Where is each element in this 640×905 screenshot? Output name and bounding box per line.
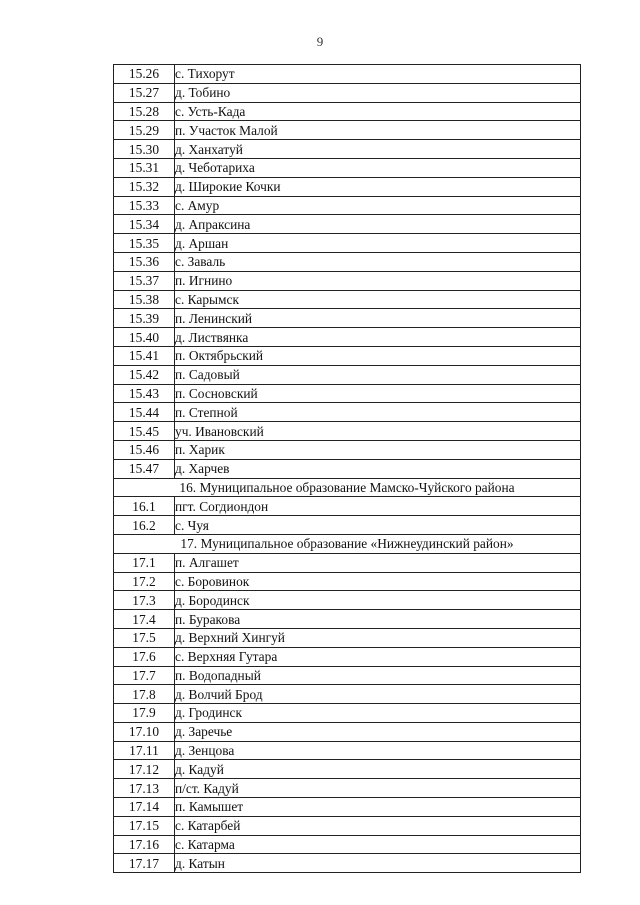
row-number: 15.28 — [114, 102, 175, 121]
row-number: 15.40 — [114, 328, 175, 347]
table-row — [114, 196, 581, 215]
row-number: 17.5 — [114, 628, 175, 647]
row-number: 17.11 — [114, 741, 175, 760]
table-row — [114, 572, 581, 591]
row-number: 15.46 — [114, 440, 175, 459]
row-number: 17.6 — [114, 647, 175, 666]
settlement-name: пгт. Согдиондон — [175, 497, 581, 516]
settlement-name: с. Усть-Када — [175, 102, 581, 121]
settlement-name: п. Участок Малой — [175, 121, 581, 140]
settlement-name: д. Кадуй — [175, 760, 581, 779]
row-number: 16.1 — [114, 497, 175, 516]
section-title: 16. Муниципальное образование Мамско-Чуйского района — [114, 478, 581, 497]
settlement-name: д. Верхний Хингуй — [175, 628, 581, 647]
table-row — [114, 760, 581, 779]
section-header-row — [114, 534, 581, 553]
settlement-name: д. Бородинск — [175, 591, 581, 610]
settlement-name: д. Зенцова — [175, 741, 581, 760]
row-number: 15.41 — [114, 346, 175, 365]
settlement-name: п/ст. Кадуй — [175, 779, 581, 798]
row-number: 17.14 — [114, 798, 175, 817]
table-row — [114, 591, 581, 610]
settlement-name: д. Ханхатуй — [175, 140, 581, 159]
table-row — [114, 384, 581, 403]
settlement-name: д. Аршан — [175, 234, 581, 253]
settlement-name: с. Катарма — [175, 835, 581, 854]
settlement-name: п. Сосновский — [175, 384, 581, 403]
table-row — [114, 722, 581, 741]
settlement-name: д. Гродинск — [175, 704, 581, 723]
settlement-name: п. Игнино — [175, 271, 581, 290]
settlement-name: д. Заречье — [175, 722, 581, 741]
table-row — [114, 346, 581, 365]
settlement-name: с. Катарбей — [175, 816, 581, 835]
table-row — [114, 779, 581, 798]
settlement-name: с. Боровинок — [175, 572, 581, 591]
table-row — [114, 290, 581, 309]
table-row — [114, 816, 581, 835]
row-number: 17.3 — [114, 591, 175, 610]
table-row — [114, 422, 581, 441]
table-row — [114, 516, 581, 535]
settlement-name: д. Волчий Брод — [175, 685, 581, 704]
row-number: 17.4 — [114, 610, 175, 629]
table-row — [114, 328, 581, 347]
settlement-name: с. Верхняя Гутара — [175, 647, 581, 666]
row-number: 15.35 — [114, 234, 175, 253]
settlement-name: п. Садовый — [175, 365, 581, 384]
row-number: 15.47 — [114, 459, 175, 478]
table-row — [114, 666, 581, 685]
settlement-name: д. Катын — [175, 854, 581, 873]
row-number: 15.29 — [114, 121, 175, 140]
row-number: 15.31 — [114, 158, 175, 177]
row-number: 15.33 — [114, 196, 175, 215]
row-number: 15.27 — [114, 83, 175, 102]
row-number: 15.38 — [114, 290, 175, 309]
settlement-name: с. Заваль — [175, 252, 581, 271]
settlement-name: п. Степной — [175, 403, 581, 422]
settlement-name: п. Водопадный — [175, 666, 581, 685]
table-row — [114, 252, 581, 271]
table-row — [114, 798, 581, 817]
table-row — [114, 459, 581, 478]
row-number: 15.34 — [114, 215, 175, 234]
settlement-name: д. Листвянка — [175, 328, 581, 347]
settlement-name: п. Ленинский — [175, 309, 581, 328]
row-number: 17.10 — [114, 722, 175, 741]
table-row — [114, 553, 581, 572]
table-row — [114, 835, 581, 854]
row-number: 15.42 — [114, 365, 175, 384]
settlement-name: д. Чеботариха — [175, 158, 581, 177]
table-row — [114, 121, 581, 140]
table-row — [114, 854, 581, 873]
row-number: 17.12 — [114, 760, 175, 779]
table-body — [114, 65, 581, 873]
settlement-name: п. Алгашет — [175, 553, 581, 572]
settlement-name: д. Апраксина — [175, 215, 581, 234]
row-number: 17.2 — [114, 572, 175, 591]
settlement-name: с. Карымск — [175, 290, 581, 309]
table-row — [114, 271, 581, 290]
row-number: 15.37 — [114, 271, 175, 290]
row-number: 17.1 — [114, 553, 175, 572]
section-header-row — [114, 478, 581, 497]
settlements-table — [113, 64, 581, 873]
row-number: 17.7 — [114, 666, 175, 685]
table-row — [114, 177, 581, 196]
table-row — [114, 610, 581, 629]
table-row — [114, 403, 581, 422]
settlement-name: с. Амур — [175, 196, 581, 215]
table-row — [114, 158, 581, 177]
settlement-name: п. Буракова — [175, 610, 581, 629]
settlement-name: п. Харик — [175, 440, 581, 459]
table-row — [114, 365, 581, 384]
row-number: 15.32 — [114, 177, 175, 196]
table-row — [114, 309, 581, 328]
table-row — [114, 65, 581, 84]
table-row — [114, 440, 581, 459]
page-number: 9 — [316, 34, 324, 49]
table-row — [114, 628, 581, 647]
settlement-name: уч. Ивановский — [175, 422, 581, 441]
row-number: 16.2 — [114, 516, 175, 535]
table-row — [114, 704, 581, 723]
table-row — [114, 647, 581, 666]
settlement-name: с. Чуя — [175, 516, 581, 535]
row-number: 15.39 — [114, 309, 175, 328]
table-row — [114, 83, 581, 102]
table-row — [114, 140, 581, 159]
settlement-name: д. Харчев — [175, 459, 581, 478]
row-number: 17.13 — [114, 779, 175, 798]
row-number: 17.8 — [114, 685, 175, 704]
table-row — [114, 685, 581, 704]
row-number: 17.9 — [114, 704, 175, 723]
settlement-name: п. Камышет — [175, 798, 581, 817]
table-row — [114, 234, 581, 253]
settlement-name: д. Тобино — [175, 83, 581, 102]
settlement-name: д. Широкие Кочки — [175, 177, 581, 196]
row-number: 15.36 — [114, 252, 175, 271]
row-number: 15.26 — [114, 65, 175, 84]
section-title: 17. Муниципальное образование «Нижнеудинский район» — [114, 534, 581, 553]
row-number: 17.15 — [114, 816, 175, 835]
table-row — [114, 741, 581, 760]
row-number: 15.45 — [114, 422, 175, 441]
row-number: 17.17 — [114, 854, 175, 873]
table-row — [114, 102, 581, 121]
row-number: 17.16 — [114, 835, 175, 854]
row-number: 15.44 — [114, 403, 175, 422]
table-row — [114, 215, 581, 234]
settlement-name: п. Октябрьский — [175, 346, 581, 365]
row-number: 15.30 — [114, 140, 175, 159]
row-number: 15.43 — [114, 384, 175, 403]
table-row — [114, 497, 581, 516]
settlement-name: с. Тихорут — [175, 65, 581, 84]
